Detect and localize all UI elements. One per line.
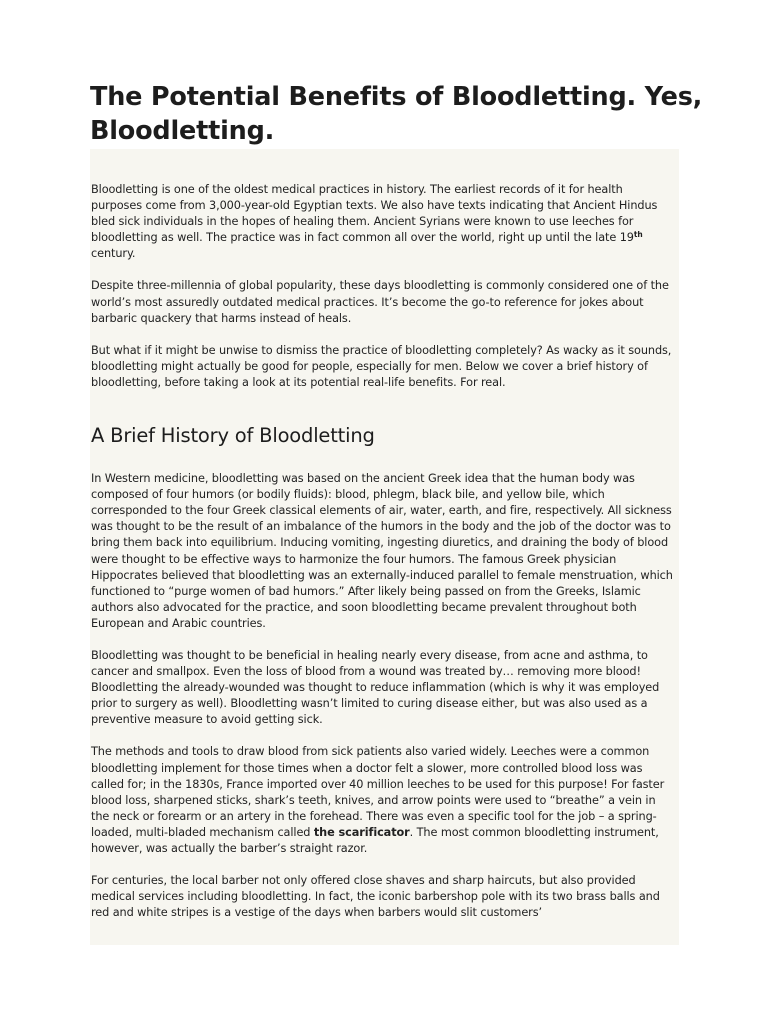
article-title: The Potential Benefits of Bloodletting. Yes, Bloodletting. [90, 82, 703, 146]
section-heading-history: A Brief History of Bloodletting [91, 424, 375, 448]
intro-p1-text: Bloodletting is one of the oldest medical practices in history. The earliest records of it for health purposes come from 3,000-year-old Egyptian texts. We also have texts indicating that Ancient Hindus bled sick individuals in the hopes of healing them. Ancient Syrians were known to use leeches for bloodletting as well. The practice was in fact common all over the world, right up until the late 19 [91, 183, 658, 245]
intro-paragraph-1 [90, 182, 679, 262]
history-p3-text: The methods and tools to draw blood from sick patients also varied widely. Leeches were a common bloodletting implement for those times when a doctor felt a slower, more controlled blood loss was called for; in the 1830s, France imported over 40 million leeches to be used for this purpose! For faster blood loss, sharpened sticks, shark’s teeth, knives, and arrow points were used to “breathe” a vein in the neck or forearm or an artery in the forehead. There was even a specific tool for the job – a spring-loaded, multi-bladed mechanism called [91, 745, 665, 839]
intro-p1-tail: century. [91, 247, 136, 261]
ordinal-superscript: th [633, 230, 643, 240]
intro-paragraph-2: Despite three-millennia of global popularity, these days bloodletting is commonly considered one of the world’s most assuredly outdated medical practices. It’s become the go-to reference for jokes about barbaric quackery that harms instead of heals. [91, 279, 669, 325]
history-paragraph-2: Bloodletting was thought to be beneficial in healing nearly every disease, from acne and asthma, to cancer and smallpox. Even the loss of blood from a wound was treated by… removing more blood! Bloodletting the already-wounded was thought to reduce inflammation (which is why it was employed prior to surgery as well). Bloodletting wasn’t limited to curing disease either, but was also used as a preventive measure to avoid getting sick. [91, 648, 660, 727]
history-p3-tail: . The most common bloodletting instrument, however, was actually the barber’s straight razor. [91, 825, 659, 855]
article-body [90, 149, 679, 945]
intro-paragraph-3: But what if it might be unwise to dismiss the practice of bloodletting completely? As wacky as it sounds, bloodletting might actually be good for people, especially for men. Below we cover a brief history of bloodletting, before taking a look at its potential real-life benefits. For real. [91, 343, 672, 389]
history-paragraph-1: In Western medicine, bloodletting was based on the ancient Greek idea that the human body was composed of four humors (or bodily fluids): blood, phlegm, black bile, and yellow bile, which corresponded to the four Greek classical elements of air, water, earth, and fire, respectively. All sickness was thought to be the result of an imbalance of the humors in the body and the job of the doctor was to bring them back into equilibrium. Inducing vomiting, ingesting diuretics, and draining the body of blood were thought to be effective ways to harmonize the four humors. The famous Greek physician Hippocrates believed that bloodletting was an externally-induced parallel to female menstruation, which functioned to “purge women of bad humors.” After likely being passed on from the Greeks, Islamic authors also advocated for the practice, and soon bloodletting became prevalent throughout both European and Arabic countries. [91, 472, 673, 630]
history-paragraph-4: For centuries, the local barber not only offered close shaves and sharp haircuts, but also provided medical services including bloodletting. In fact, the iconic barbershop pole with its two brass balls and red and white stripes is a vestige of the days when barbers would slit customers’ [91, 874, 660, 920]
scarificator-term: the scarificator [313, 825, 410, 839]
history-paragraph-3 [90, 744, 679, 857]
